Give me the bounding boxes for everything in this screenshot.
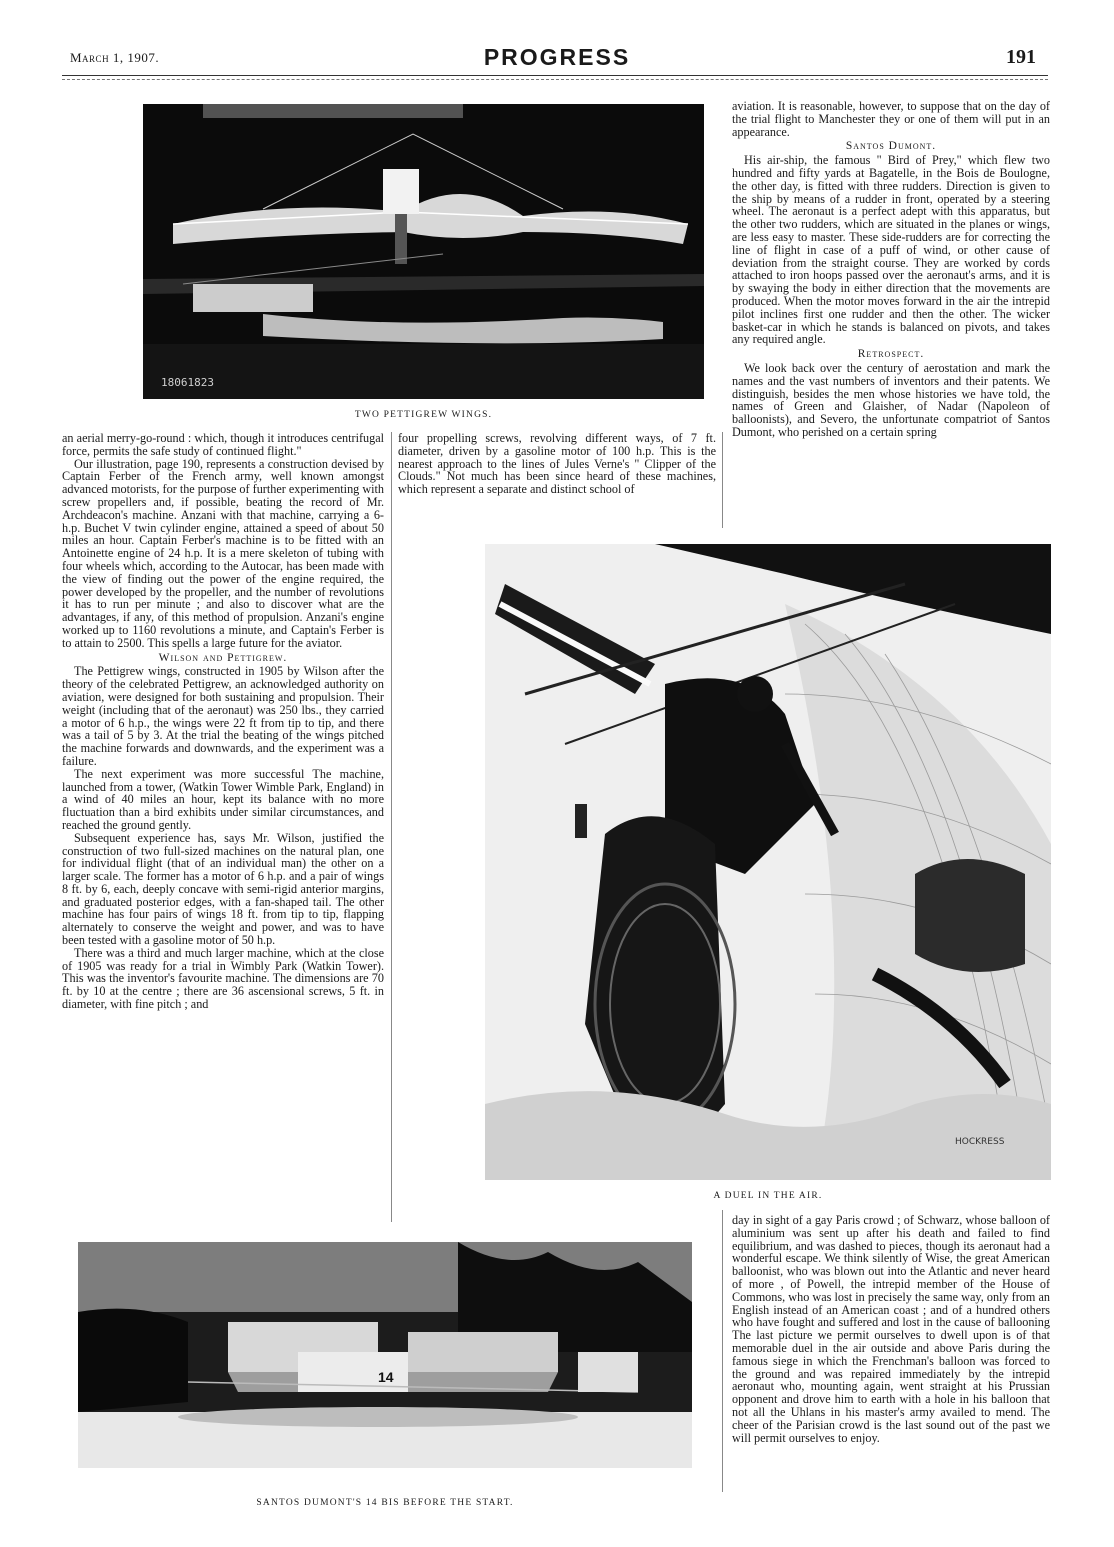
paragraph: The next experiment was more successful The machine, launched from a tower, (Watkin Tower Wimble Park, England) in a wind of 40 miles an hour, kept its balance with no more fluctuation than a bird exhibits under similar circumstances, and reached the ground gently. — [62, 766, 384, 832]
column-rule — [722, 1210, 723, 1492]
column-left — [62, 432, 384, 1220]
header-rule — [62, 75, 1048, 76]
paragraph: There was a third and much larger machine, which at the close of 1905 was ready for a trial in Wimbly Park (Watkin Tower). This was the inventor's favourite machine. The dimensions are 70 ft. by 10 at the centre ; there are 36 ascensional screws, 5 ft. in diameter, with fine pitch ; and — [62, 945, 384, 1012]
photo-pettigrew-wings — [143, 104, 704, 399]
section-heading: Santos Dumont. — [845, 140, 937, 153]
column-right-top — [732, 100, 1050, 528]
caption-pettigrew: TWO PETTIGREW WINGS. — [354, 410, 493, 420]
paragraph: We look back over the century of aerostation and mark the names and the vast numbers of inventors and their patents. We distinguish, besides the men whose histories we have told, the names of Green and Glaisher, of Nadar (Napoleon of balloonists), and Severo, the unfortunate compatriot of Santos Dumont, who perished on a certain spring — [732, 360, 1050, 439]
column-middle — [398, 432, 716, 528]
paragraph: day in sight of a gay Paris crowd ; of Schwarz, whose balloon of aluminium was sent up after his death and failed to find equilibrium, and was dashed to pieces, though its aeronaut had a wonderful escape. We think silently of Wise, the great American balloonist, who was blown out into the Atlantic and never heard of more , of Powell, the intrepid member of the House of Commons, who was lost in precisely the same way, only from an English instead of an American coast ; and of a hundred others who have fought and suffered and lost in the cause of ballooning The last picture we permit ourselves to dwell upon is of that memorable duel in the air outside and above Paris during the famous siege in which the Frenchman's balloon was forced to the ground and was repaired immediately by the intrepid aeronaut who, mounting again, went straight at his Prussian opponent and drove him to earth with a hole in his balloon that not all the Uhlans in his master's army availed to mend. The cheer of the Parisian crowd is the last sound out of the past we will permit ourselves to enjoy. — [732, 1214, 1050, 1445]
caption-duel: A DUEL IN THE AIR. — [713, 1191, 823, 1201]
page-number: 191 — [1006, 46, 1036, 68]
column-right-bottom — [732, 1214, 1050, 1498]
paragraph: Our illustration, page 190, represents a construction devised by Captain Ferber of the French army, well known amongst advanced motorists, for the purpose of further experimenting with screw propellers and, if possible, beating the record of Mr. Archdeacon's machine. Anzani with that machine, carrying a 6-h.p. Buchet V twin cylinder engine, attained a speed of about 50 miles an hour. Captain Ferber's machine is to be fitted with an Antoinette engine of 24 h.p. It is a mere skeleton of tubing with four wheels which, according to the Autocar, has been made with the view of finding out the power of the engine required, the power developed by the propeller, and the number of revolutions it has to run per minute ; and also to discover what are the advantages, if any, of this method of propulsion. Anzani's engine worked up to 1160 revolutions a minute, and Captain's Ferber is to attain to 2500. This spells a large future for the aviator. — [62, 456, 384, 650]
section-heading: Retrospect. — [857, 348, 925, 361]
illustration-duel-in-the-air — [485, 544, 1051, 1180]
header-rule-2 — [62, 79, 1048, 80]
caption-santos: SANTOS DUMONT'S 14 BIS BEFORE THE START. — [256, 1498, 514, 1508]
paragraph: aviation. It is reasonable, however, to suppose that on the day of the trial flight to Manchester they or one of them will put in an appearance. — [732, 100, 1050, 139]
paragraph: four propelling screws, revolving different ways, of 7 ft. diameter, driven by a gasoline motor of 100 h.p. This is the nearest approach to the lines of Jules Verne's " Clipper of the Clouds." Not much has been since heard of these machines, which represent a separate and distinct school of — [398, 432, 716, 497]
photo-sticker: 18061823 — [161, 376, 214, 389]
column-rule — [391, 432, 392, 1222]
section-heading: Wilson and Pettigrew. — [158, 651, 288, 664]
airplane-number: 14 — [378, 1369, 394, 1385]
photo-santos-dumont-14-bis — [78, 1242, 692, 1468]
artist-signature: HOCKRESS — [955, 1137, 1005, 1147]
paragraph: His air-ship, the famous " Bird of Prey," which flew two hundred and fifty yards at Bagatelle, in the Bois de Boulogne, the other day, is fitted with three rudders. Direction is given to the ship by means of a rudder in front, operated by a steering wheel. The aeronaut is a perfect adept with this apparatus, but the other two rudders, which are situated in the planes or wings, are less easy to master. These side-rudders are for correcting the line of flight in case of a puff of wind, or other cause of deviation from the straight course. They are worked by cords attached to iron hoops passed over the aeronaut's arms, and it is by swaying the body in either direction that the movements are produced. When the motor moves forward in the air the intrepid pilot inclines first one rudder and then the other. The wicker basket-car in which he stands is balanced on pivots, and takes any required angle. — [732, 153, 1050, 347]
issue-date: March 1, 1907. — [70, 50, 160, 65]
paragraph: Subsequent experience has, says Mr. Wilson, justified the construction of two full-sized machines on the natural plan, one for individual flight (that of an individual man) the other on a larger scale. The former has a motor of 6 h.p. and a pair of wings 8 ft. by 6, each, deeply concave with semi-rigid anterior margins, and graduated posterior edges, with a fan-shaped tail. The other machine has four pairs of wings 18 ft. from tip to tip, flapping alternately to conserve the weight and power, and was to have been tested with a gasoline motor of 50 h.p. — [62, 830, 384, 948]
masthead-title: PROGRESS — [483, 44, 631, 70]
column-rule — [722, 432, 723, 528]
paragraph: an aerial merry-go-round : which, though it introduces centrifugal force, permits the safe study of continued flight." — [62, 432, 384, 458]
paragraph: The Pettigrew wings, constructed in 1905 by Wilson after the theory of the celebrated Pettigrew, an acknowledged authority on aviation, were designed for both sustaining and propulsion. Their weight (including that of the aeronaut) was 250 lbs., they carried a motor of 6 h.p., the wings were 22 ft from tip to tip, and there was a tail of 5 by 3. At the trial the beating of the wings pitched the machine forwards and downwards, and the experiment was a failure. — [62, 664, 384, 768]
